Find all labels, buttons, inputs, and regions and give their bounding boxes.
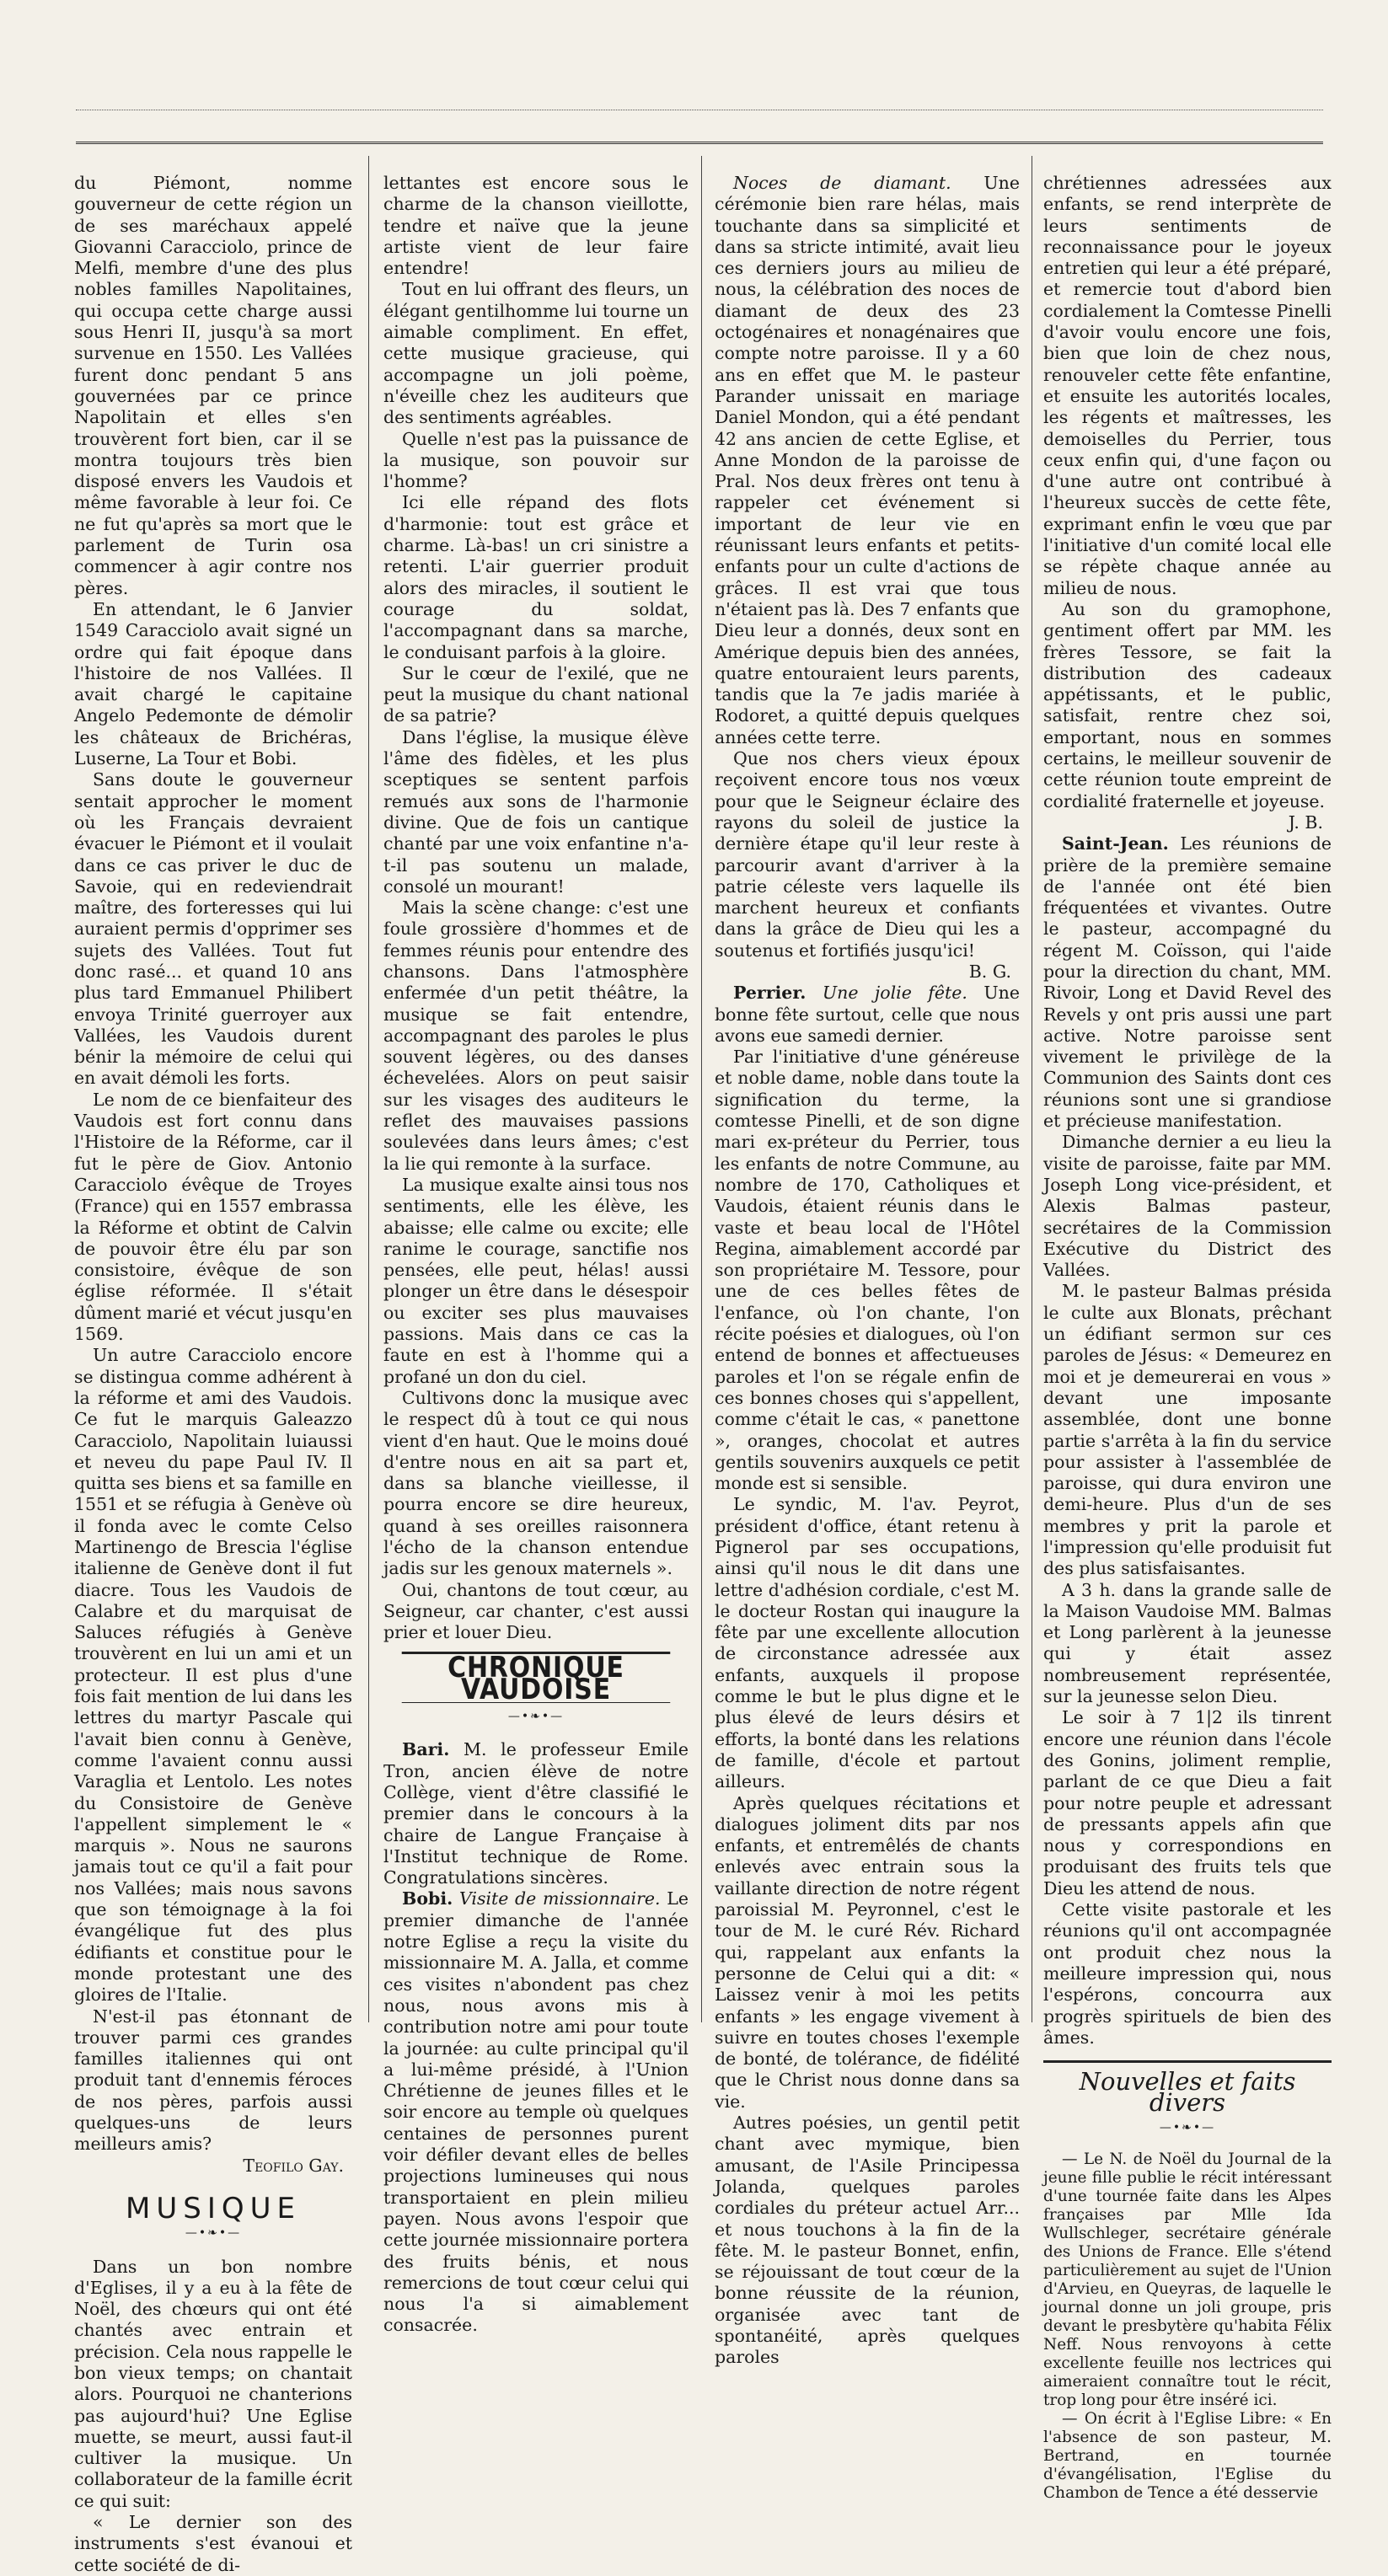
paragraph: Après quelques récitations et dialogues joliment dits par nos enfants, et entremêlés de chants enlevés avec entrain sous la vaillante direction de notre régent paroissial M. Peyronnel, c'est le tour de M. le curé Rév. Richard qui, rappelant aux enfants la personne de Celui qui a dit: « Laissez venir à moi les petits enfants » les engage vivement à suivre en toutes choses l'exemple de bonté, de tolérance, de fidélité que le Christ nous donne dans sa vie.	[715, 1792, 1020, 2112]
paragraph: Quelle n'est pas la puissance de la musique, son pouvoir sur l'homme?	[383, 428, 689, 492]
place-lead: Bobi.	[402, 1888, 453, 1909]
paragraph: Cultivons donc la musique avec le respect dû à tout ce qui nous vient d'en haut. Que le moins doué d'entre nous en ait sa part et, dans sa blanche vieillesse, il pourra encore se dire heureux, quand à ses oreilles raisonnera l'écho de la chanson entendue jadis sur les genoux maternels ».	[383, 1387, 689, 1579]
section-title-nouvelles: Nouvelles et faits divers	[1043, 2060, 1332, 2114]
paragraph: Dans un bon nombre d'Eglises, il y a eu à la fête de Noël, des chœurs qui ont été chantés avec entrain et précision. Cela nous rappelle le bon vieux temps; on chantait alors. Pourquoi ne chanterions pas aujourd'hui? Une Eglise muette, se meurt, aussi faut-il cultiver la musique. Un collaborateur de la famille écrit ce qui suit:	[74, 2256, 352, 2511]
paragraph: Que nos chers vieux époux reçoivent encore tous nos vœux pour que le Seigneur éclaire des rayons du soleil de justice la dernière étape qu'il leur reste à parcourir avant d'arriver à la patrie céleste vers laquelle ils marchent heureux et confiants dans la grâce de Dieu qui les a soutenus et fortifiés jusqu'ici!	[715, 748, 1020, 961]
paragraph: M. le pasteur Balmas présida le culte aux Blonats, prêchant un édifiant sermon sur ces paroles de Jésus: « Demeurez en moi et je demeurerai en vous » devant une imposante assemblée, dont une bonne partie s'arrêta à la fin du service pour assister à l'assemblée de paroisse, qui dura environ une demi-heure. Plus d'un de ses membres y prit la parole et l'impression qu'elle produisit fut des plus satisfaisantes.	[1043, 1281, 1332, 1579]
column-rule	[701, 156, 702, 2022]
paragraph: Un autre Caracciolo encore se distingua comme adhérent à la réforme et ami des Vaudois. Ce fut le marquis Galeazzo Caracciolo, Napolitain luiaussi et neveu du pape Paul IV. Il quitta ses biens et sa famille en 1551 et se réfugia à Genève où il fonda avec le comte Celso Martinengo de Brescia l'église italienne de Genève dont il fut diacre. Tous les Vaudois de Calabre et du marquisat de Saluces réfugiés à Genève trouvèrent en lui un ami et un protecteur. Il est plus d'une fois fait mention de lui dans les lettres du martyr Pascale qui l'avait bien connu à Genève, comme l'avaient connu aussi Varaglia et Lentolo. Les notes du Consistoire de Genève l'appellent simplement le « marquis ». Nous ne saurons jamais tout ce qu'il a fait pour nos Vallées; mais nous savons que son témoignage à la foi évangélique fut des plus édifiants et constitue pour le monde protestant une des gloires de l'Italie.	[74, 1345, 352, 2006]
paragraph: Dans l'église, la musique élève l'âme des fidèles, et les plus sceptiques se sentent parfois remués aux sons de l'harmonie divine. Que de fois un cantique chanté par une voix enfantine n'a-t-il pas soutenu un malade, consolé un mourant!	[383, 726, 689, 897]
paragraph: « Le dernier son des instruments s'est évanoui et cette société de di-	[74, 2512, 352, 2575]
news-item-bari	[383, 1739, 689, 1888]
paragraph: Ici elle répand des flots d'harmonie: tout est grâce et charme. Là-bas! un cri sinistre a retenti. L'air guerrier produit alors des miracles, il soutient le courage du soldat, l'accompagnant dans sa marche, le conduisant parfois à la gloire.	[383, 492, 689, 662]
item-text: Les réunions de prière de la première semaine de l'année ont été bien fréquentées et vivantes. Outre le pasteur, accompagné du régent M. Coïsson, qui l'aide pour la direction du chant, MM. Rivoir, Long et David Revel des Revels y ont pris aussi une part active. Notre paroisse sent vivement le privilège de la Communion des Saints dont ces réunions sont une si grandiose et précieuse manifestation.	[1043, 833, 1332, 1132]
item-subtitle: Une jolie fête.	[822, 983, 967, 1004]
paragraph: Mais la scène change: c'est une foule grossière d'hommes et de femmes réunis pour entendre des chansons. Dans l'atmosphère enfermée d'un petit théâtre, la musique se fait entendre, accompagnant des paroles le plus souvent légères, ou des danses échevelées. Alors on peut saisir sur les visages des auditeurs le reflet des mauvaises passions soulevées dans leurs âmes; c'est la lie qui remonte à la surface.	[383, 897, 689, 1174]
section-title-musique: MUSIQUE	[126, 2191, 301, 2225]
author-signature: B. G.	[968, 961, 1011, 982]
column-3	[715, 173, 1020, 2368]
paragraph: du Piémont, nomme gouverneur de cette région un de ses maréchaux appelé Giovanni Caracciolo, prince de Melfi, membre d'une des plus nobles familles Napolitaines, qui occupa cette charge aussi sous Henri II, jusqu'à sa mort survenue en 1550. Les Vallées furent donc pendant 5 ans gouvernées par ce prince Napolitain et elles s'en trouvèrent fort bien, car il se montra toujours très bien disposé envers les Vaudois et même favorable à leur foi. Ce ne fut qu'après sa mort que le parlement de Turin osa commencer à agir contre nos pères.	[74, 173, 352, 598]
paragraph: A 3 h. dans la grande salle de la Maison Vaudoise MM. Balmas et Long parlèrent à la jeunesse qui y était assez nombreusement représentée, sur la jeunesse selon Dieu.	[1043, 1579, 1332, 1707]
paragraph: En attendant, le 6 Janvier 1549 Caracciolo avait signé un ordre qui fait époque dans l'histoire de nos Vallées. Il avait chargé le capitaine Angelo Pedemonte de démolir les châteaux de Brichéras, Luserne, La Tour et Bobi.	[74, 598, 352, 769]
paragraph: Sur le cœur de l'exilé, que ne peut la musique du chant national de sa patrie?	[383, 662, 689, 726]
place-lead: Saint-Jean.	[1062, 833, 1169, 854]
paragraph: — On écrit à l'Eglise Libre: « En l'absence de son pasteur, M. Bertrand, en tournée d'évangélisation, l'Eglise du Chambon de Tence a été desservie	[1043, 2410, 1332, 2503]
paragraph: Au son du gramophone, gentiment offert par MM. les frères Tessore, se fait la distribution des cadeaux appétissants, et le public, satisfait, rentre chez soi, emportant, nous en sommes certains, le meilleur souvenir de cette réunion toute empreint de cordialité fraternelle et joyeuse.	[1043, 598, 1332, 811]
column-2	[383, 173, 689, 2336]
item-text: M. le professeur Emile Tron, ancien élève de notre Collège, vient d'être classifié le premier dans le concours à la chaire de Langue Française à l'Institut technique de Rome. Congratulations sincères.	[383, 1739, 689, 1888]
paragraph: Le soir à 7 1|2 ils tinrent encore une réunion dans l'école des Gonins, joliment remplie, parlant de ce que Dieu a fait pour notre peuple et adressant de pressants appels afin que nous y correspondions en produisant des fruits tels que Dieu les attend de nous.	[1043, 1707, 1332, 1899]
author-signature: J. B.	[1288, 811, 1323, 833]
column-4	[1043, 173, 1332, 2503]
news-item-bobi	[383, 1888, 689, 2336]
paragraph: Le nom de ce bienfaiteur des Vaudois est fort connu dans l'Histoire de la Réforme, car il fut le père de Giov. Antonio Caracciolo évêque de Troyes (France) qui en 1557 embrassa la Réforme et obtint de Calvin de pouvoir être élu par son consistoire, évêque de son église réformée. Il s'était dûment marié et vécut jusqu'en 1569.	[74, 1089, 352, 1345]
paragraph: Tout en lui offrant des fleurs, un élégant gentilhomme lui tourne un aimable compliment. En effet, cette musique gracieuse, qui accompagne un joli poème, n'éveille chez les auditeurs que des sentiments agréables.	[383, 279, 689, 428]
paragraph: Dimanche dernier a eu lieu la visite de paroisse, faite par MM. Joseph Long vice-président, et Alexis Balmas pasteur, secrétaires de la Commission Exécutive du District des Vallées.	[1043, 1132, 1332, 1281]
column-rule	[368, 156, 369, 2022]
paragraph: chrétiennes adressées aux enfants, se rend interprète de leurs sentiments de reconnaissance pour le joyeux entretien qui leur a été préparé, et remercie tout d'abord bien cordialement la Comtesse Pinelli d'avoir voulu encore une fois, bien que loin de chez nous, renouveler cette fête enfantine, et ensuite les autorités locales, les régents et maîtresses, les demoiselles du Perrier, tous ceux enfin qui, d'une façon ou d'une autre ont contribué à l'heureux succès de cette fête, exprimant enfin le vœu que par l'initiative d'un comité local elle se répète chaque année au milieu de nous.	[1043, 173, 1332, 598]
paragraph: Le syndic, M. l'av. Peyrot, président d'office, étant retenu à Pignerol par ses occupations, ainsi qu'il nous le dit dans une lettre d'adhésion cordiale, c'est M. le docteur Rostan qui inaugure la fête par une excellente allocution de circonstance adressée aux enfants, auxquels il propose comme le but le plus digne et le plus élevé de leurs désirs et efforts, la bonté dans les relations de famille, d'école et partout ailleurs.	[715, 1494, 1020, 1792]
place-lead: Perrier.	[733, 983, 807, 1004]
paragraph: Sans doute le gouverneur sentait approcher le moment où les Français devraient évacuer le Piémont et il voulait dans ce cas priver le duc de Savoie, qui en redeviendrait maître, des forteresses qui lui auraient permis d'opprimer ses sujets des Vallées. Tout fut donc rasé... et quand 10 ans plus tard Emmanuel Philibert envoya Trinité guerroyer aux Vallées, les Vaudois durent bénir la mémoire de celui qui en avait démoli les forts.	[74, 769, 352, 1089]
item-subtitle: Noces de diamant.	[733, 173, 951, 193]
ornament-divider: —•❧•—	[185, 2226, 242, 2241]
item-text: Le premier dimanche de l'année notre Eglise a reçu la visite du missionnaire M. A. Jalla, et comme ces visites n'abondent pas chez nous, nous avons mis à contribution notre ami pour toute la journée: au culte principal qu'il a lui-même présidé, à l'Union Chrétienne de jeunes filles et le soir encore au temple où quelques centaines de personnes purent voir défiler devant elles de belles projections lumineuses qui nous transportaient en plein milieu payen. Nous avons l'espoir que cette journée missionnaire portera des fruits bénis, et nous remercions de tout cœur celui qui nous l'a si aimablement consacrée.	[383, 1888, 689, 2336]
paragraph: N'est-il pas étonnant de trouver parmi ces grandes familles italiennes qui ont produit tant d'ennemis féroces de nos pères, parfois aussi quelques-uns de leurs meilleurs amis?	[74, 2006, 352, 2155]
paragraph: La musique exalte ainsi tous nos sentiments, elle les élève, les abaisse; elle calme ou excite; elle ranime le courage, sanctifie nos pensées, elle peut, hélas! aussi plonger un être dans le désespoir ou exciter ses plus mauvaises passions. Mais dans ce cas la faute en est à l'homme qui a profané un don du ciel.	[383, 1174, 689, 1387]
news-item-saint-jean	[1043, 833, 1332, 1132]
paragraph: Cette visite pastorale et les réunions qu'il ont accompagnée ont produit chez nous la meilleure impression qui, nous l'espérons, concourra aux progrès spirituels de bien des âmes.	[1043, 1899, 1332, 2048]
paragraph: — Le N. de Noël du Journal de la jeune fille publie le récit intéressant d'une tournée faite dans les Alpes françaises par Mlle Ida Wullschleger, secrétaire générale des Unions de France. Elle s'étend particulièrement au sujet de l'Union d'Arvieu, en Queyras, de laquelle le journal donne un joli groupe, pris devant le presbytère qu'habita Félix Neff. Nous renvoyons à cette excellente feuille nos lectrices qui aimeraient connaître tout le récit, trop long pour être inséré ici.	[1043, 2150, 1332, 2410]
paragraph: Oui, chantons de tout cœur, au Seigneur, car chanter, c'est aussi prier et louer Dieu.	[383, 1579, 689, 1643]
column-1	[74, 173, 352, 2575]
paragraph: Autres poésies, un gentil petit chant avec mymique, bien amusant, de l'Asile Principessa Jolanda, quelques paroles cordiales du préteur actuel Arr... et nous touchons à la fin de la fête. M. le pasteur Bonnet, enfin, se réjouissant de tout cœur de la bonne réussite de la réunion, organisée avec tant de spontanéité, après quelques paroles	[715, 2113, 1020, 2368]
ornament-divider: —•❧•—	[1159, 2120, 1216, 2134]
item-text: Une cérémonie bien rare hélas, mais touchante dans sa simplicité et dans sa stricte intimité, avait lieu ces derniers jours au milieu de nous, la célébration des noces de diamant de deux des 23 octogénaires et nonagénaires que compte notre paroisse. Il y a 60 ans en effet que M. le pasteur Parander unissait en mariage Daniel Mondon, qui a été pendant 42 ans ancien de cette Eglise, et Anne Mondon de la paroisse de Pral. Nos deux frères ont tenu à rappeler cet événement si important de leur vie en réunissant leurs enfants et petits-enfants pour un culte d'actions de grâces. Il est vrai que tous n'étaient pas là. Des 7 enfants que Dieu leur a donnés, deux sont en Amérique depuis bien des années, quatre entouraient leurs parents, tandis que la 7e jadis mariée à Rodoret, a quitté depuis quelques années cette terre.	[715, 173, 1020, 747]
paragraph: Par l'initiative d'une généreuse et noble dame, noble dans toute la signification du terme, la comtesse Pinelli, et de son digne mari ex-préteur du Perrier, tous les enfants de notre Commune, au nombre de 170, Catholiques et Vaudois, étaient réunis dans le vaste et beau local de l'Hôtel Regina, aimablement accordé par son propriétaire M. Tessore, pour une de ces belles fêtes de l'enfance, où l'on chante, l'on récite poésies et dialogues, où l'on entend de bonnes et affectueuses paroles et l'on se régale enfin de ces bonnes choses qui s'appellent, comme c'était le cas, « panettone », oranges, chocolat et autres gentils souvenirs auxquels ce petit monde est si sensible.	[715, 1047, 1020, 1494]
news-item-perrier	[715, 983, 1020, 1047]
paragraph: lettantes est encore sous le charme de la chanson vieillotte, tendre et naïve que la jeune artiste vient de leur faire entendre!	[383, 173, 689, 279]
item-subtitle: Visite de missionnaire.	[458, 1888, 661, 1909]
author-signature: Teofilo Gay.	[243, 2155, 344, 2176]
ornament-divider: —•❧•—	[507, 1710, 565, 1724]
item-text: Une bonne fête surtout, celle que nous avons eue samedi dernier.	[715, 983, 1020, 1046]
section-title-chronique: CHRONIQUE VAUDOISE	[402, 1652, 671, 1703]
news-item-noces	[715, 173, 1020, 748]
place-lead: Bari.	[402, 1739, 450, 1760]
header-rule-double	[76, 142, 1323, 144]
